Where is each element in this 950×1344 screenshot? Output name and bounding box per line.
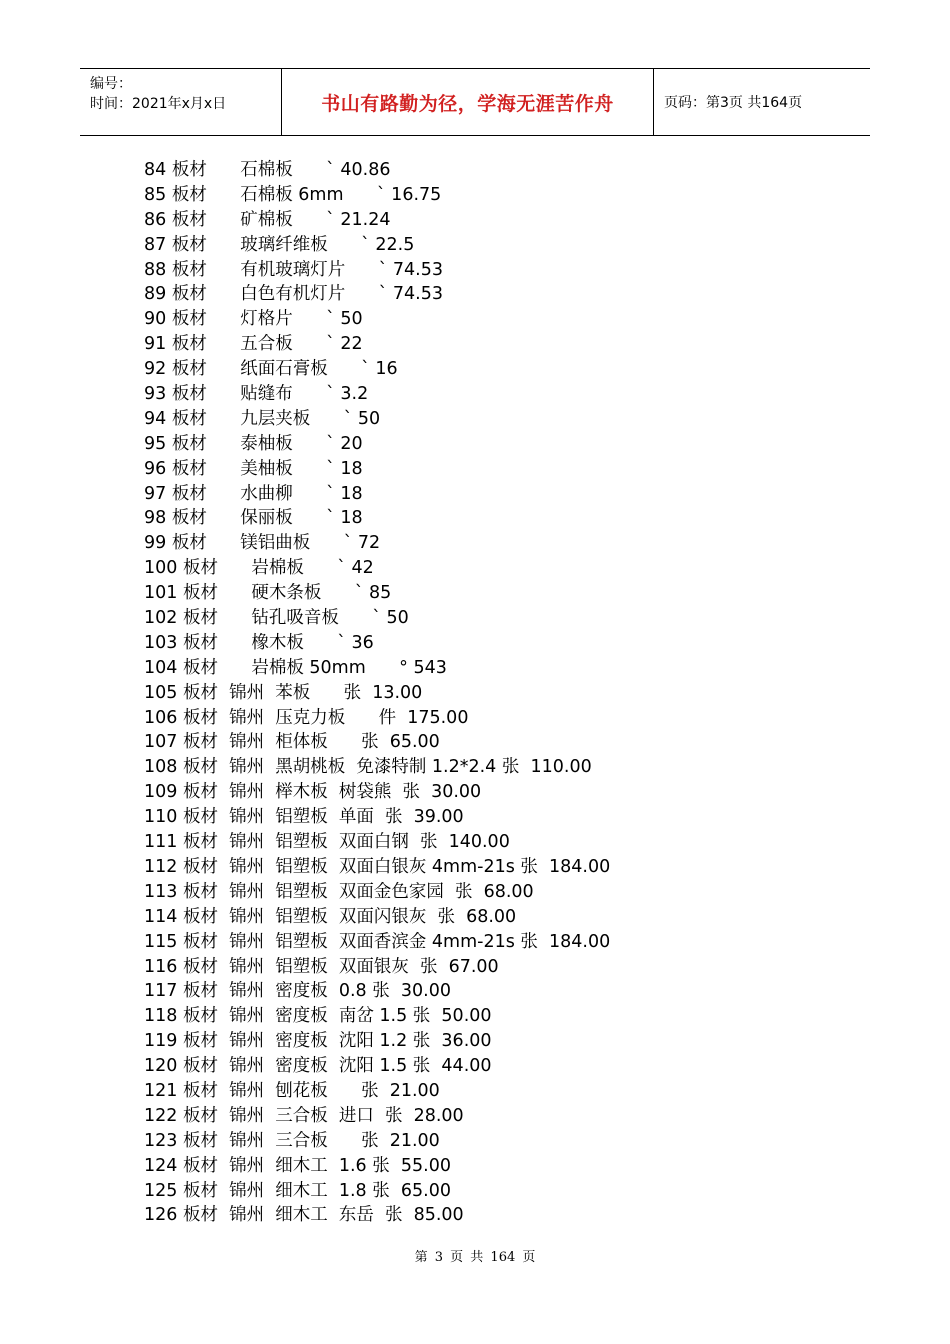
list-item: 119 板材 锦州 密度板 沈阳 1.2 张 36.00	[144, 1031, 492, 1052]
list-item: 90 板材 灯格片 ` 50	[144, 309, 363, 330]
material-list	[144, 158, 844, 1228]
list-item: 101 板材 硬木条板 ` 85	[144, 583, 392, 604]
list-item: 111 板材 锦州 铝塑板 双面白钢 张 140.00	[144, 832, 510, 853]
list-item: 126 板材 锦州 细木工 东岳 张 85.00	[144, 1205, 464, 1226]
list-item: 100 板材 岩棉板 ` 42	[144, 558, 374, 579]
list-item: 118 板材 锦州 密度板 南岔 1.5 张 50.00	[144, 1006, 492, 1027]
list-item: 98 板材 保丽板 ` 18	[144, 508, 363, 529]
list-item: 110 板材 锦州 铝塑板 单面 张 39.00	[144, 807, 464, 828]
header-motto: 书山有路勤为径，学海无涯苦作舟	[282, 69, 654, 135]
list-item: 84 板材 石棉板 ` 40.86	[144, 160, 391, 180]
list-item: 104 板材 岩棉板 50mm ° 543	[144, 657, 447, 678]
list-item: 112 板材 锦州 铝塑板 双面白银灰 4mm-21s 张 184.00	[144, 856, 611, 877]
list-item: 124 板材 锦州 细木工 1.6 张 55.00	[144, 1155, 451, 1176]
list-item: 105 板材 锦州 苯板 张 13.00	[144, 682, 423, 703]
list-item: 92 板材 纸面石膏板 ` 16	[144, 359, 398, 380]
list-item: 109 板材 锦州 榉木板 树袋熊 张 30.00	[144, 782, 482, 803]
list-item: 113 板材 锦州 铝塑板 双面金色家园 张 68.00	[144, 881, 534, 902]
list-item: 121 板材 锦州 刨花板 张 21.00	[144, 1080, 440, 1101]
list-item: 107 板材 锦州 柜体板 张 65.00	[144, 732, 440, 753]
page-footer: 第 3 页 共 164 页	[414, 1250, 536, 1265]
list-item: 86 板材 矿棉板 ` 21.24	[144, 209, 391, 230]
list-item: 106 板材 锦州 压克力板 件 175.00	[144, 707, 469, 728]
header-page-info: 页码：第3页 共164页	[664, 95, 803, 111]
list-item: 87 板材 玻璃纤维板 ` 22.5	[144, 234, 415, 255]
list-item: 97 板材 水曲柳 ` 18	[144, 483, 363, 504]
list-item: 91 板材 五合板 ` 22	[144, 334, 363, 355]
list-item: 117 板材 锦州 密度板 0.8 张 30.00	[144, 981, 451, 1002]
serial-label: 编号：	[90, 76, 132, 92]
list-item: 103 板材 橡木板 ` 36	[144, 632, 374, 653]
list-item: 116 板材 锦州 铝塑板 双面银灰 张 67.00	[144, 956, 499, 977]
list-item: 94 板材 九层夹板 ` 50	[144, 408, 381, 429]
list-item: 122 板材 锦州 三合板 进口 张 28.00	[144, 1105, 464, 1126]
list-item: 108 板材 锦州 黑胡桃板 免漆特制 1.2*2.4 张 110.00	[144, 757, 592, 778]
list-item: 114 板材 锦州 铝塑板 双面闪银灰 张 68.00	[144, 906, 517, 927]
list-item: 99 板材 镁铝曲板 ` 72	[144, 533, 381, 554]
page-header	[80, 68, 870, 136]
list-item: 93 板材 贴缝布 ` 3.2	[144, 384, 369, 405]
list-item: 123 板材 锦州 三合板 张 21.00	[144, 1130, 440, 1151]
list-item: 89 板材 白色有机灯片 ` 74.53	[144, 284, 443, 305]
header-meta	[80, 69, 282, 135]
list-item: 85 板材 石棉板 6mm ` 16.75	[144, 184, 442, 205]
time-label: 时间：2021年x月x日	[90, 96, 227, 112]
list-item: 96 板材 美柚板 ` 18	[144, 458, 363, 479]
list-item: 120 板材 锦州 密度板 沈阳 1.5 张 44.00	[144, 1056, 492, 1077]
list-item: 125 板材 锦州 细木工 1.8 张 65.00	[144, 1180, 451, 1201]
list-item: 88 板材 有机玻璃灯片 ` 74.53	[144, 259, 443, 280]
list-item: 115 板材 锦州 铝塑板 双面香滨金 4mm-21s 张 184.00	[144, 931, 611, 952]
list-item: 95 板材 泰柚板 ` 20	[144, 433, 363, 454]
list-item: 102 板材 钻孔吸音板 ` 50	[144, 608, 409, 629]
